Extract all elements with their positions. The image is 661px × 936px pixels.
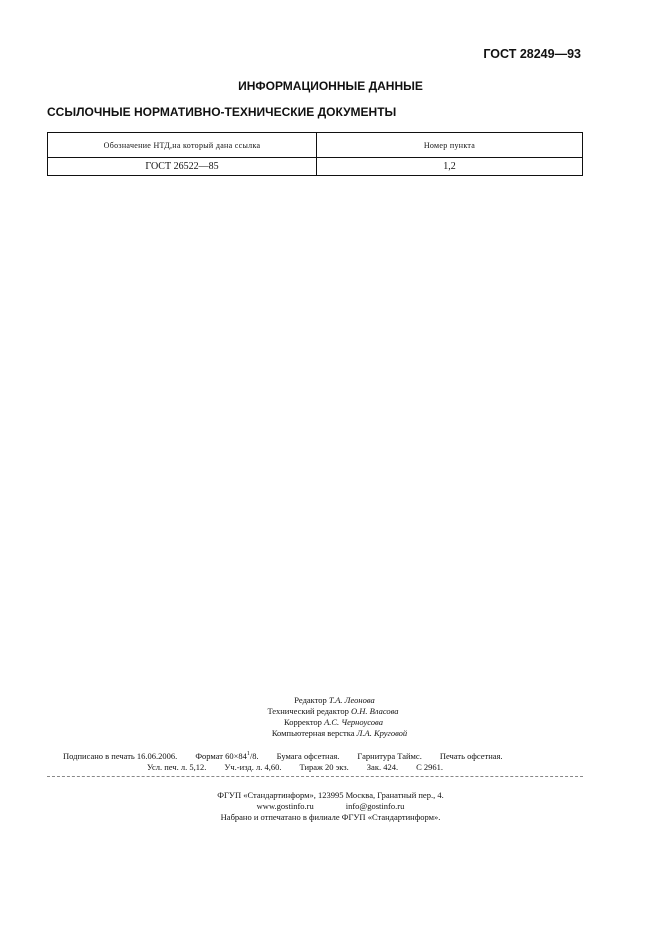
credit-tech-editor — [0, 706, 661, 717]
cell-clause-number: 1,2 — [317, 158, 583, 176]
section-title: ИНФОРМАЦИОННЫЕ ДАННЫЕ — [238, 79, 423, 93]
table-header-row — [48, 133, 583, 158]
format: Формат $60\times 84^1/8$. — [195, 750, 259, 761]
printed-note: Набрано и отпечатано в филиале ФГУП «Стандартинформ». — [220, 812, 441, 822]
cell-designation: ГОСТ 26522—85 — [48, 158, 317, 176]
publisher-contacts — [0, 801, 661, 812]
credit-editor — [0, 695, 661, 706]
print-code: С 2961. — [416, 761, 444, 772]
column-header-designation: Обозначение НТД,на который дана ссылка — [48, 133, 317, 158]
publisher-block — [0, 790, 661, 823]
document-code: ГОСТ 28249—93 — [483, 47, 581, 61]
publication-info — [63, 749, 503, 773]
reference-documents-table — [47, 132, 583, 176]
credit-editor-label: Редактор — [294, 695, 327, 705]
publisher-address: ФГУП «Стандартинформ», 123995 Москва, Гранатный пер., 4. — [217, 790, 444, 800]
subsection-title: ССЫЛОЧНЫЕ НОРМАТИВНО-ТЕХНИЧЕСКИЕ ДОКУМЕНТЫ — [47, 105, 397, 119]
credit-corrector-name: А.С. Черноусова — [324, 717, 383, 727]
divider-line — [47, 776, 583, 777]
column-header-clause-number: Номер пункта — [317, 133, 583, 158]
publisher-email[interactable]: info@gostinfo.ru — [345, 801, 405, 811]
publisher-website[interactable]: www.gostinfo.ru — [256, 801, 314, 811]
credit-tech-editor-name: О.Н. Власова — [350, 706, 399, 716]
publication-info-line-2 — [63, 762, 503, 773]
credits-block — [0, 695, 661, 739]
credit-layout-name: Л.А. Круговой — [356, 728, 408, 738]
credit-corrector — [0, 717, 661, 728]
circulation: Тираж 20 экз. — [299, 761, 349, 772]
typeface: Гарнитура Таймс. — [357, 750, 422, 761]
paper: Бумага офсетная. — [276, 750, 340, 761]
credit-editor-name: Т.А. Леонова — [328, 695, 375, 705]
order-number: Зак. 424. — [366, 761, 399, 772]
print-sheets: Усл. печ. л. 5,12. — [147, 761, 207, 772]
publisher-sheets: Уч.-изд. л. 4,60. — [224, 761, 282, 772]
table-row — [48, 158, 583, 176]
credit-layout — [0, 728, 661, 739]
credit-corrector-label: Корректор — [284, 717, 322, 727]
credit-tech-editor-label: Технический редактор — [267, 706, 349, 716]
publication-info-line-1 — [63, 749, 503, 762]
printing: Печать офсетная. — [439, 750, 503, 761]
signed-date: Подписано в печать 16.06.2006. — [63, 750, 178, 761]
credit-layout-label: Компьютерная верстка — [271, 728, 355, 738]
